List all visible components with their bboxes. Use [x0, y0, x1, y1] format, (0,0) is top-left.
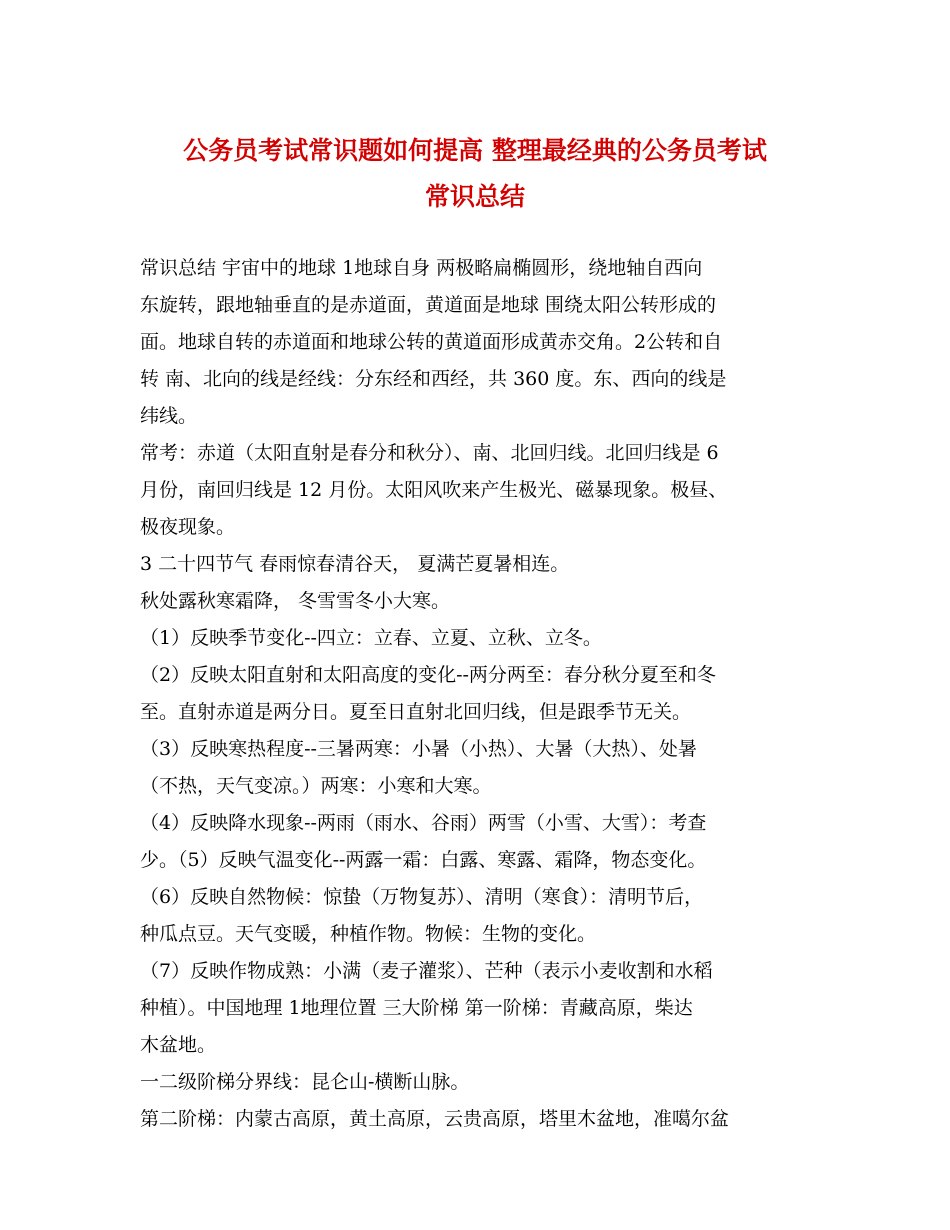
body-line: 常识总结 宇宙中的地球 1地球自身 两极略扁椭圆形，绕地轴自西向: [140, 257, 703, 279]
body-line: 面。地球自转的赤道面和地球公转的黄道面形成黄赤交角。2公转和自: [140, 331, 723, 353]
body-line: 常考：赤道（太阳直射是春分和秋分）、南、北回归线。北回归线是 6: [140, 442, 719, 464]
body-line: （3）反映寒热程度--三暑两寒：小暑（小热）、大暑（大热）、处暑: [140, 738, 697, 760]
body-line: （6）反映自然物候：惊蛰（万物复苏）、清明（寒食）：清明节后，: [140, 886, 704, 908]
body-line: 秋处露秋寒霜降， 冬雪雪冬小大寒。: [140, 590, 451, 612]
body-line: 木盆地。: [140, 1034, 217, 1056]
body-line: 纬线。: [140, 405, 198, 427]
body-line: 种植）。中国地理 1地理位置 三大阶梯 第一阶梯：青藏高原，柴达: [140, 997, 693, 1019]
document-title: [130, 128, 820, 220]
title-line-2: 常识总结: [424, 182, 525, 211]
body-line: 3 二十四节气 春雨惊春清谷天， 夏满芒夏暑相连。: [140, 553, 570, 575]
body-line: 月份，南回归线是 12 月份。太阳风吹来产生极光、磁暴现象。极昼、: [140, 479, 728, 501]
body-line: 东旋转，跟地轴垂直的是赤道面，黄道面是地球 围绕太阳公转形成的: [140, 294, 717, 316]
body-line: （7）反映作物成熟：小满（麦子灌浆）、芒种（表示小麦收割和水稻: [140, 960, 713, 982]
body-line: （4）反映降水现象--两雨（雨水、谷雨）两雪（小雪、大雪）：考查: [140, 812, 707, 834]
title-line-1: 公务员考试常识题如何提高 整理最经典的公务员考试: [183, 136, 767, 165]
body-line: 转 南、北向的线是经线：分东经和西经，共 360 度。东、西向的线是: [140, 368, 727, 390]
body-line: 第二阶梯：内蒙古高原，黄土高原，云贵高原，塔里木盆地，准噶尔盆: [140, 1108, 730, 1130]
document-body: [140, 250, 820, 1138]
body-line: （不热，天气变凉。）两寒：小寒和大寒。: [140, 775, 492, 797]
body-line: 一二级阶梯分界线：昆仑山-横断山脉。: [140, 1071, 470, 1093]
body-line: 种瓜点豆。天气变暖，种植作物。物候：生物的变化。: [140, 923, 597, 945]
body-line: （1）反映季节变化--四立：立春、立夏、立秋、立冬。: [140, 627, 602, 649]
body-line: 至。直射赤道是两分日。夏至日直射北回归线，但是跟季节无关。: [140, 701, 692, 723]
body-line: （2）反映太阳直射和太阳高度的变化--两分两至：春分秋分夏至和冬: [140, 664, 716, 686]
body-line: 极夜现象。: [140, 516, 236, 538]
body-line: 少。（5）反映气温变化--两露一霜：白露、寒露、霜降，物态变化。: [140, 849, 707, 871]
